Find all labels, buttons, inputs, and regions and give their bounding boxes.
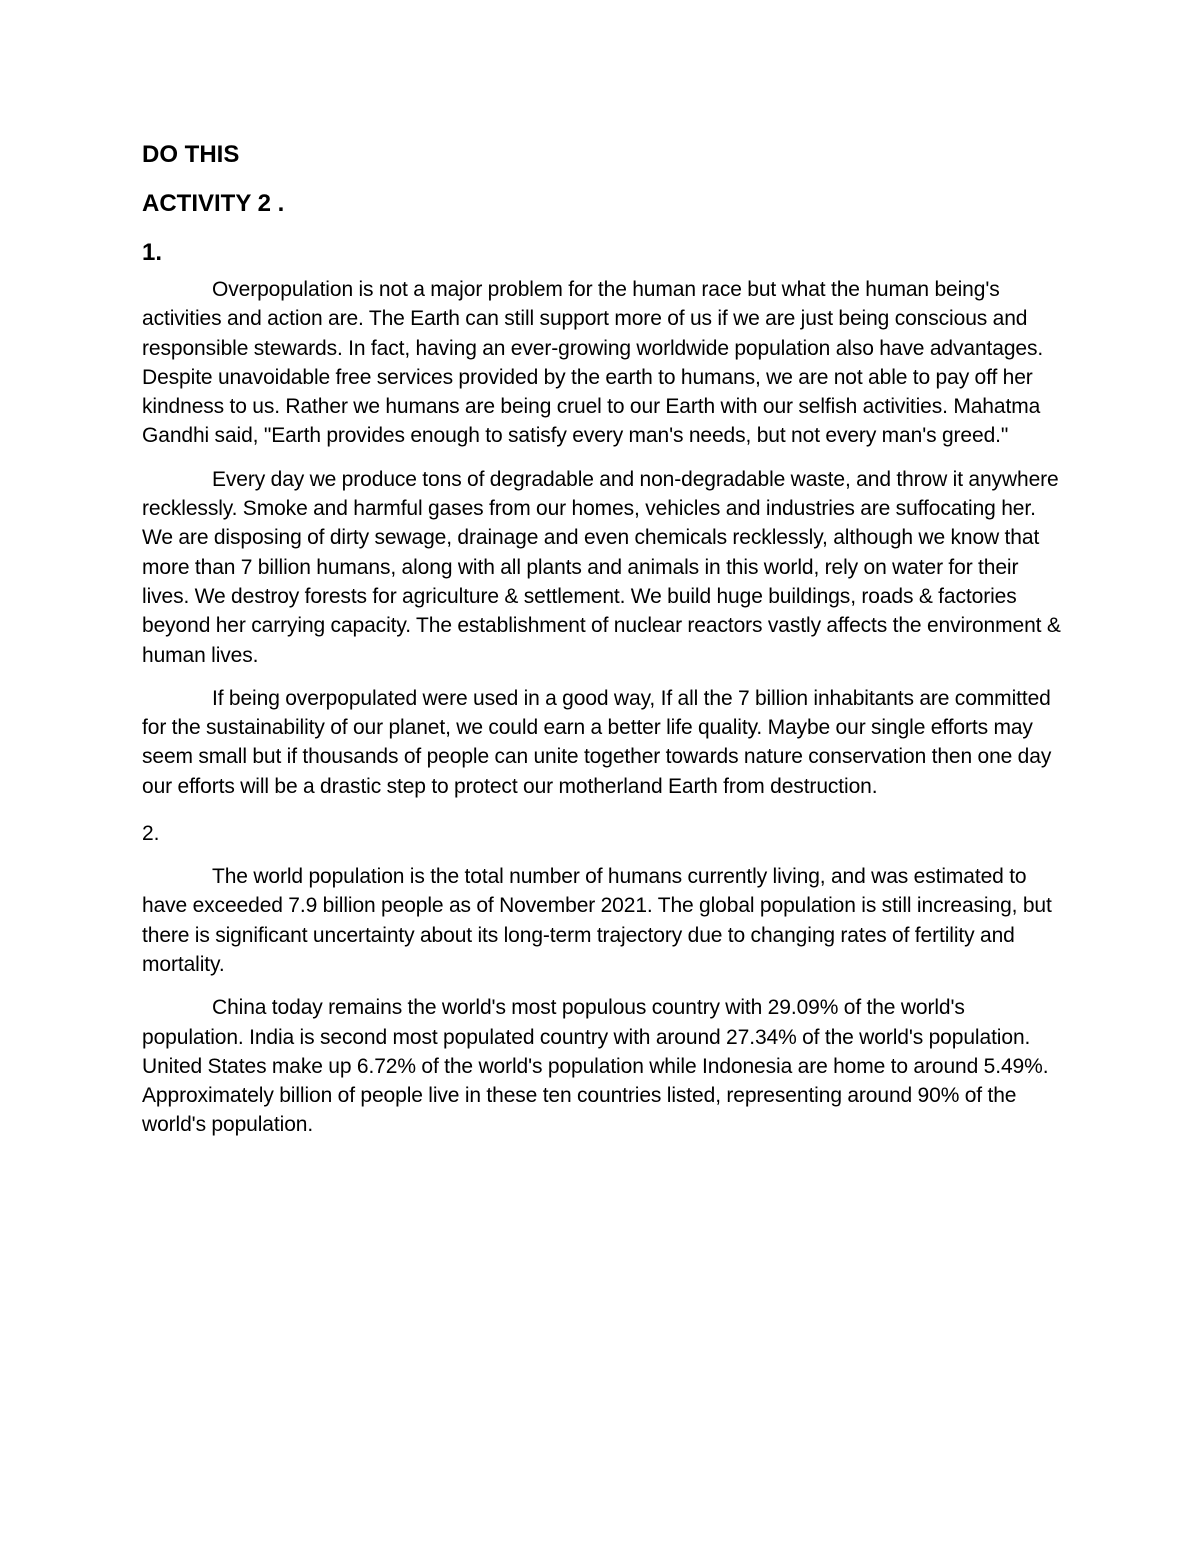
document-page — [142, 140, 1062, 1154]
section1-paragraph-2: Every day we produce tons of degradable and non-degradable waste, and throw it anywhere recklessly. Smoke and harmful gases from our homes, vehicles and industries are suffocating her. We are disposing of dirty sewage, drainage and even chemicals recklessly, although we know that more than 7 billion humans, along with all plants and animals in this world, rely on water for their lives. We destroy forests for agriculture & settlement. We build huge buildings, roads & factories beyond her carrying capacity. The establishment of nuclear reactors vastly affects the environment & human lives. — [142, 467, 1061, 667]
number-2-label: 2. — [142, 822, 160, 846]
heading-number-1: 1. — [142, 239, 163, 266]
section1-paragraph-1: Overpopulation is not a major problem for the human race but what the human being's activities and action are. The Earth can still support more of us if we are just being conscious and responsible stewards. In fact, having an ever-growing worldwide population also have advantages. Despite unavoidable free services provided by the earth to humans, we are not able to pay off her kindness to us. Rather we humans are being cruel to our Earth with our selfish activities. Mahatma Gandhi said, "Earth provides enough to satisfy every man's needs, but not every man's greed." — [142, 278, 1044, 448]
heading-activity: ACTIVITY 2 . — [142, 190, 285, 217]
section1-paragraph-3: If being overpopulated were used in a good way, If all the 7 billion inhabitants are committed for the sustainability of our planet, we could earn a better life quality. Maybe our single efforts may seem small but if thousands of people can unite together towards nature conservation then one day our efforts will be a drastic step to protect our motherland Earth from destruction. — [142, 686, 1052, 798]
section2-paragraph-1: The world population is the total number of humans currently living, and was estimated to have exceeded 7.9 billion people as of November 2021. The global population is still increasing, but there is significant uncertainty about its long-term trajectory due to changing rates of fertility and mortality. — [142, 865, 1052, 976]
section2-paragraph-2: China today remains the world's most populous country with 29.09% of the world's population. India is second most populated country with around 27.34% of the world's population. United States make up 6.72% of the world's population while Indonesia are home to around 5.49%. Approximately billion of people live in these ten countries listed, representing around 90% of the world's population. — [142, 996, 1049, 1137]
heading-do-this: DO THIS — [142, 141, 240, 168]
